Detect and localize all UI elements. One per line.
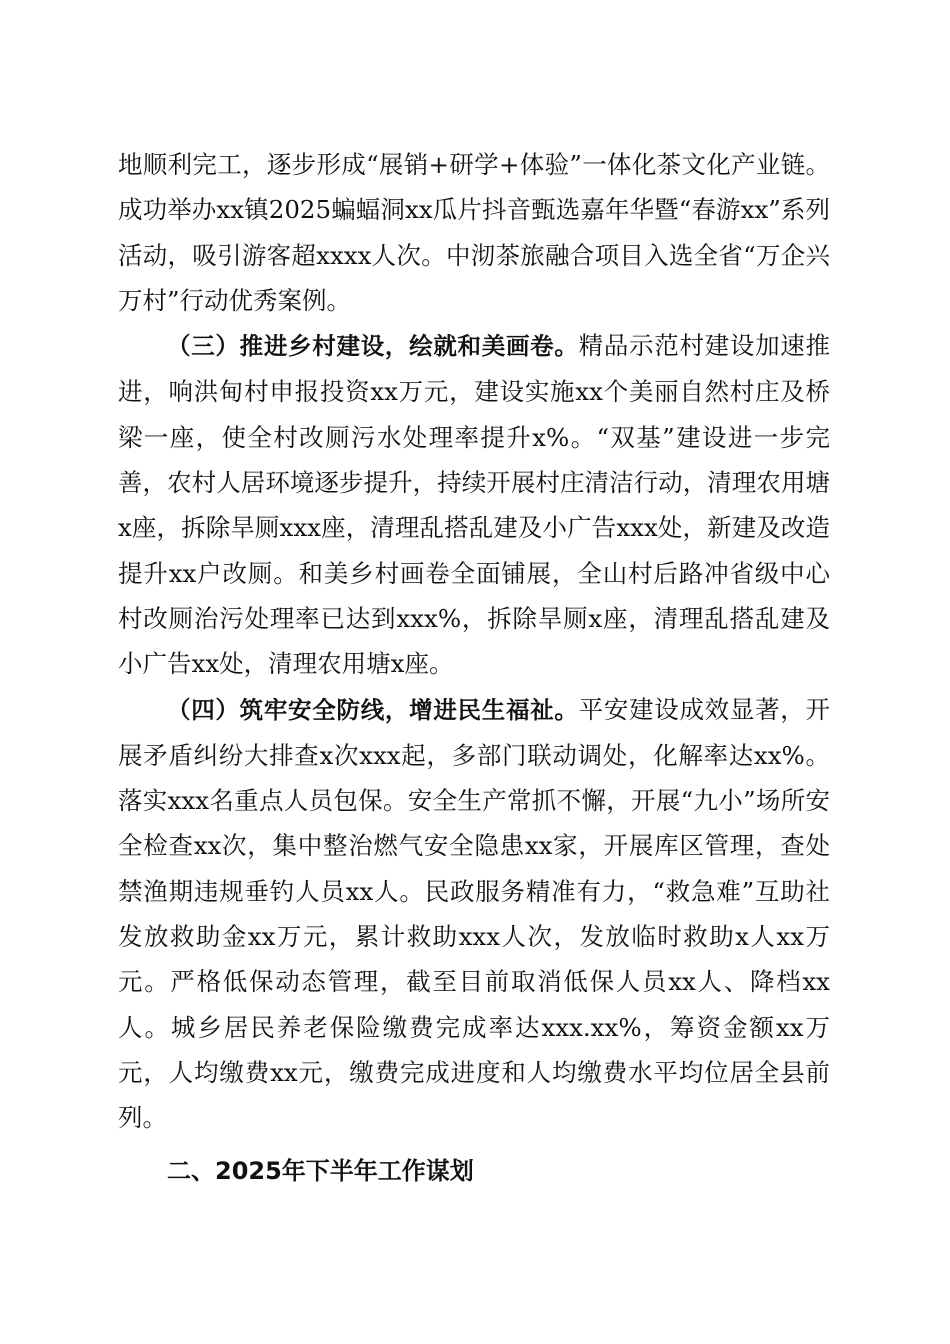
- paragraph-safety-livelihood-text: 平安建设成效显著，开展矛盾纠纷大排查x次xxx起，多部门联动调处，化解率达xx%。落实xxx名重点人员包保。安全生产常抓不懈，开展“九小”场所安全检查xx次，集中整治燃气安全隐患xx家，开展库区管理，查处禁渔期违规垂钓人员xx人。民政服务精准有力，“救急难”互助社发放救助金xx万元，累计救助xxx人次，发放临时救助x人xx万元。严格低保动态管理，截至目前取消低保人员xx人、降档xx人。城乡居民养老保险缴费完成率达xxx.xx%，筹资金额xx万元，人均缴费xx元，缴费完成进度和人均缴费水平均位居全县前列。: [118, 694, 831, 1133]
- paragraph-safety-livelihood-lead: （四）筑牢安全防线，增进民生福祉。: [167, 695, 579, 724]
- section-heading: 二、2025年下半年工作谋划: [167, 1156, 474, 1185]
- paragraph-tea-culture: 地顺利完工，逐步形成“展销+研学+体验”一体化茶文化产业链。成功举办xx镇2025蝙蝠洞xx瓜片抖音甄选嘉年华暨“春游xx”系列活动，吸引游客超xxxx人次。中沏茶旅融合项目入选全省“万企兴万村”行动优秀案例。: [118, 150, 830, 315]
- paragraph-rural-construction: [118, 323, 830, 686]
- paragraph-rural-construction-lead: （三）推进乡村建设，绘就和美画卷。: [167, 332, 579, 361]
- paragraph-safety-livelihood: [118, 687, 830, 1141]
- document-body: [118, 142, 830, 1194]
- paragraph-rural-construction-text: 精品示范村建设加速推进，响洪甸村申报投资xx万元，建设实施xx个美丽自然村庄及桥梁一座，使全村改厕污水处理率提升x%。“双基”建设进一步完善，农村人居环境逐步提升，持续开展村庄清洁行动，清理农用塘x座，拆除旱厕xxx座，清理乱搭乱建及小广告xxx处，新建及改造提升xx户改厕。和美乡村画卷全面铺展，全山村后路冲省级中心村改厕治污处理率已达到xxx%，拆除旱厕x座，清理乱搭乱建及小广告xx处，清理农用塘x座。: [118, 331, 831, 679]
